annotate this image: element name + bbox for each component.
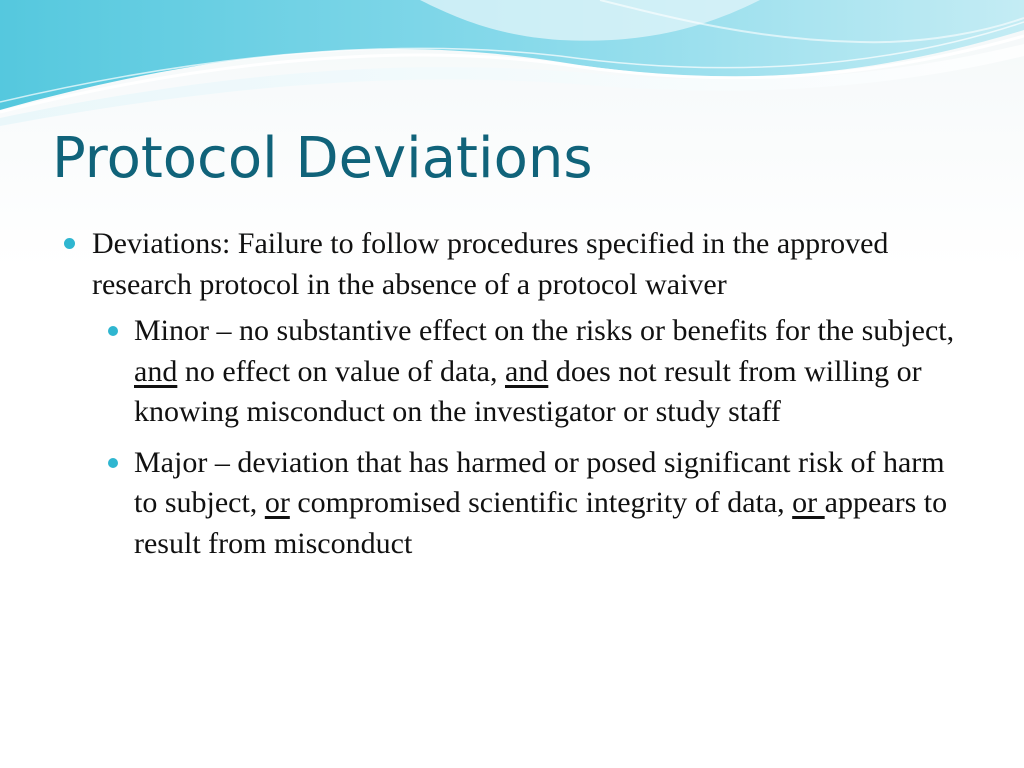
underlined-and: and [134, 354, 178, 388]
sub-bullet-text: appears to result from misconduct [134, 486, 948, 560]
bullet-dot-icon [108, 326, 118, 336]
sub-bullet-text: Minor – no substantive effect on the risks or benefits for the subject, [134, 314, 955, 347]
sub-bullet-minor [60, 311, 960, 433]
wave-decoration [0, 0, 1024, 130]
slide-title: Protocol Deviations [52, 126, 593, 191]
bullet-text: Deviations: Failure to follow procedures specified in the approved research protocol in the absence of a protocol waiver [92, 227, 889, 301]
sub-bullet-text: no effect on value of data, [177, 354, 505, 388]
slide-body [60, 223, 960, 574]
bullet-dot-icon [108, 458, 118, 468]
sub-bullet-text: does not result from willing or knowing misconduct on the investigator or study staff [134, 354, 922, 428]
underlined-or: or [264, 486, 290, 519]
underlined-and: and [504, 354, 549, 388]
underlined-or: or [792, 486, 825, 519]
bullet-deviations [60, 223, 960, 305]
bullet-dot-icon [64, 238, 75, 249]
sub-bullet-text: Major – deviation that has harmed or posed significant risk of harm to subject, [134, 445, 945, 519]
sub-bullet-text: compromised scientific integrity of data, [289, 486, 793, 519]
sub-bullet-major [60, 443, 960, 565]
